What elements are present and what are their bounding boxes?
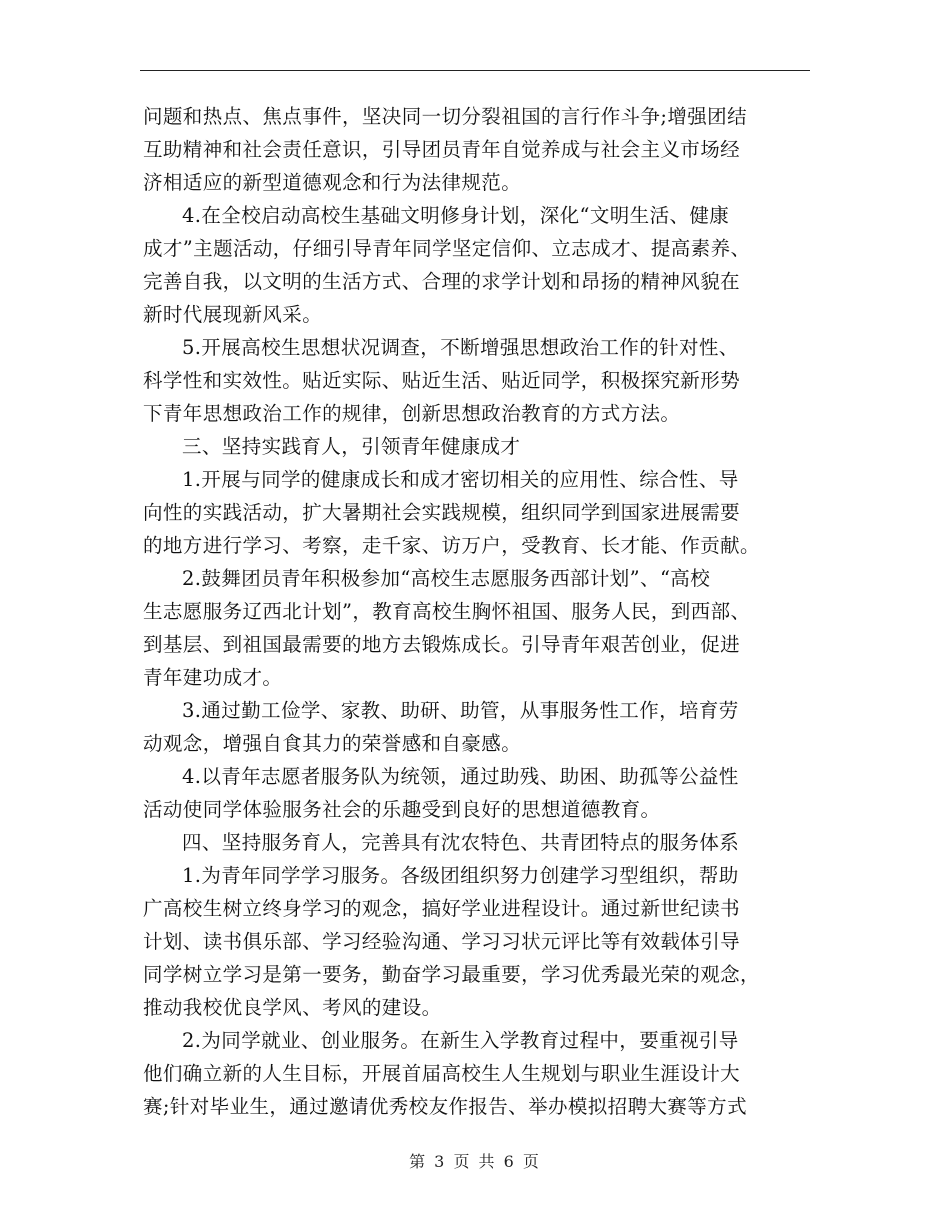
paragraph-5-line-2: 到基层、到祖国最需要的地方去锻炼成长。引导青年艰苦创业，促进 bbox=[143, 633, 741, 656]
paragraph-1-line-0: 4.在全校启动高校生基础文明修身计划，深化“文明生活、健康 bbox=[182, 204, 730, 227]
paragraph-0-line-1: 互助精神和社会责任意识，引导团员青年自觉养成与社会主义市场经 bbox=[143, 138, 741, 161]
paragraph-4-line-2: 的地方进行学习、考察，走千家、访万户，受教育、长才能、作贡献。 bbox=[143, 534, 760, 557]
paragraph-4-line-1: 向性的实践活动，扩大暑期社会实践规模，组织同学到国家进展需要 bbox=[143, 501, 741, 524]
paragraph-2-line-0: 5.开展高校生思想状况调查，不断增强思想政治工作的针对性、 bbox=[182, 336, 739, 359]
paragraph-8-line-0: 四、坚持服务育人，完善具有沈农特色、共青团特点的服务体系 bbox=[182, 831, 740, 854]
paragraph-3-line-0: 三、坚持实践育人，引领青年健康成才 bbox=[182, 435, 521, 458]
paragraph-0-line-0: 问题和热点、焦点事件，坚决同一切分裂祖国的言行作斗争;增强团结 bbox=[143, 105, 747, 128]
paragraph-10-line-2: 赛;针对毕业生，通过邀请优秀校友作报告、举办模拟招聘大赛等方式 bbox=[143, 1095, 747, 1118]
document-body bbox=[143, 100, 813, 1123]
paragraph-5-line-1: 生志愿服务辽西北计划”，教育高校生胸怀祖国、服务人民，到西部、 bbox=[143, 600, 751, 623]
paragraph-7-line-1: 活动使同学体验服务社会的乐趣受到良好的思想道德教育。 bbox=[143, 798, 661, 821]
paragraph-6-line-1: 动观念，增强自食其力的荣誉感和自豪感。 bbox=[143, 732, 522, 755]
paragraph-9-line-0: 1.为青年同学学习服务。各级团组织努力创建学习型组织，帮助 bbox=[182, 864, 739, 887]
paragraph-2-line-2: 下青年思想政治工作的规律，创新思想政治教育的方式方法。 bbox=[143, 402, 681, 425]
paragraph-9-line-3: 同学树立学习是第一要务，勤奋学习最重要，学习优秀最光荣的观念， bbox=[143, 963, 760, 986]
paragraph-1-line-1: 成才”主题活动，仔细引导青年同学坚定信仰、立志成才、提高素养、 bbox=[143, 237, 751, 260]
paragraph-7-line-0: 4.以青年志愿者服务队为统领，通过助残、助困、助孤等公益性 bbox=[182, 765, 739, 788]
paragraph-1-line-2: 完善自我，以文明的生活方式、合理的求学计划和昂扬的精神风貌在 bbox=[143, 270, 741, 293]
paragraph-1-line-3: 新时代展现新风采。 bbox=[143, 303, 323, 326]
paragraph-9-line-2: 计划、读书俱乐部、学习经验沟通、学习习状元评比等有效载体引导 bbox=[143, 930, 741, 953]
paragraph-9-line-4: 推动我校优良学风、考风的建设。 bbox=[143, 996, 442, 1019]
page-footer bbox=[0, 1150, 950, 1174]
paragraph-5-line-3: 青年建功成才。 bbox=[143, 666, 283, 689]
paragraph-9-line-1: 广高校生树立终身学习的观念，搞好学业进程设计。通过新世纪读书 bbox=[143, 897, 741, 920]
paragraph-6-line-0: 3.通过勤工俭学、家教、助研、助管，从事服务性工作，培育劳 bbox=[182, 699, 739, 722]
paragraph-10-line-0: 2.为同学就业、创业服务。在新生入学教育过程中，要重视引导 bbox=[182, 1029, 739, 1052]
paragraph-4-line-0: 1.开展与同学的健康成长和成才密切相关的应用性、综合性、导 bbox=[182, 468, 739, 491]
paragraph-5-line-0: 2.鼓舞团员青年积极参加“高校生志愿服务西部计划”、“高校 bbox=[182, 567, 711, 590]
paragraph-2-line-1: 科学性和实效性。贴近实际、贴近生活、贴近同学，积极探究新形势 bbox=[143, 369, 741, 392]
header-rule bbox=[140, 70, 810, 71]
paragraph-10-line-1: 他们确立新的人生目标，开展首届高校生人生规划与职业生涯设计大 bbox=[143, 1062, 741, 1085]
page-number-label: 第 3 页 共 6 页 bbox=[409, 1152, 541, 1171]
paragraph-0-line-2: 济相适应的新型道德观念和行为法律规范。 bbox=[143, 171, 522, 194]
